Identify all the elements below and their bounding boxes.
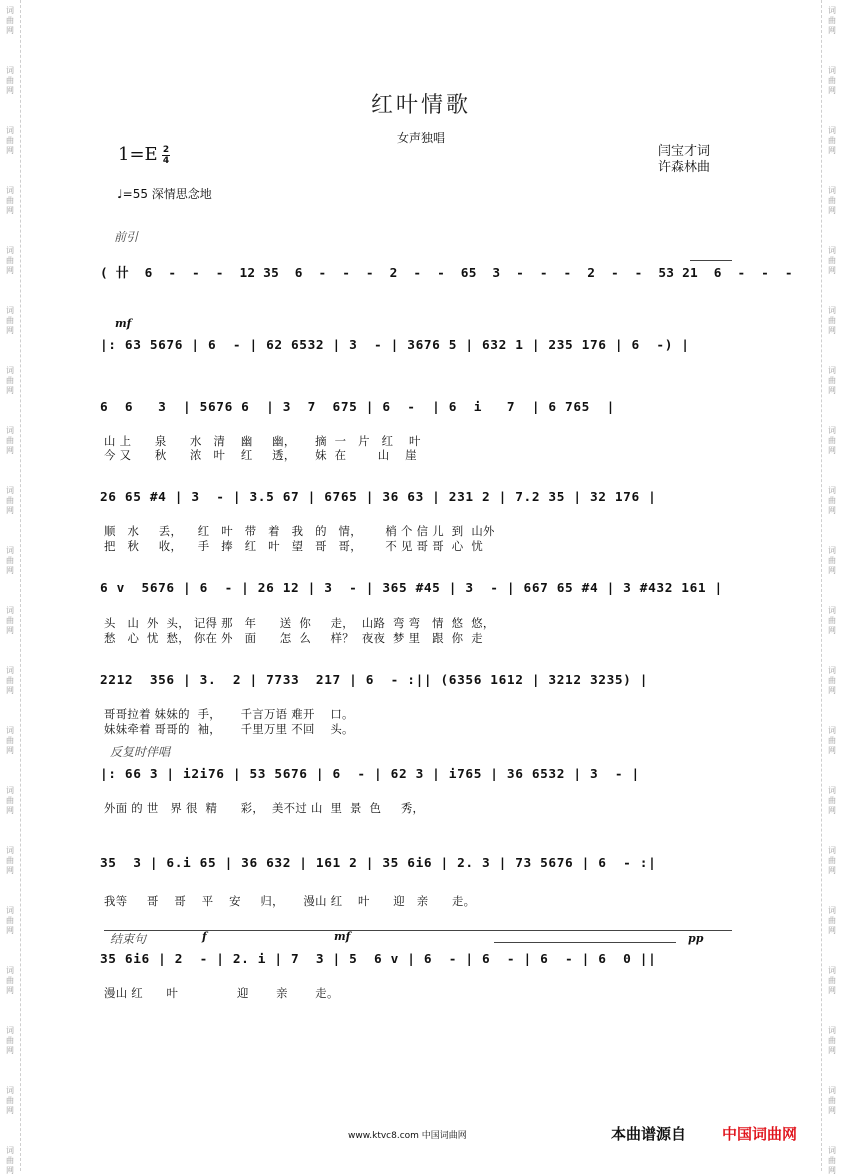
watermark-char: 曲 — [6, 556, 14, 565]
ending-label: 结束句 — [110, 932, 147, 946]
score-line-chorus-2: 35 3 | 6.i 65 | 36 632 | 161 2 | 35 6i6 | 2. 3 | 73 5676 | 6 - :| — [100, 856, 657, 871]
watermark-mark — [1, 906, 19, 936]
watermark-divider-left — [20, 0, 21, 1171]
watermark-char: 词 — [6, 666, 14, 675]
score-line-verse-2: 26 65 #4 | 3 - | 3.5 67 | 6765 | 36 63 | 231 2 | 7.2 35 | 32 176 | — [100, 490, 657, 505]
watermark-char: 网 — [6, 86, 14, 95]
score-line-intro: ( 卄 6 - - - 12 35 6 - - - 2 - - 65 3 - - - 2 - - 53 21 6 - - - — [100, 266, 793, 281]
time-signature — [162, 145, 170, 166]
footer-brand: 中国词曲网 — [722, 1125, 798, 1143]
dynamic-pp: pp — [688, 932, 704, 945]
dynamic-mf-prelude: mf — [115, 317, 132, 330]
watermark-char: 曲 — [828, 1096, 836, 1105]
watermark-char: 词 — [6, 906, 14, 915]
watermark-char: 网 — [6, 206, 14, 215]
watermark-char: 词 — [6, 186, 14, 195]
composer-credit: 许森林曲 — [658, 160, 711, 175]
meter-bottom: 4 — [162, 156, 170, 166]
watermark-char: 词 — [828, 906, 836, 915]
watermark-char: 网 — [6, 446, 14, 455]
lyric-verse-3a: 头 山 外 头， 记得 那 年 送 你 走， 山路 弯 弯 情 悠 悠， — [104, 616, 495, 630]
watermark-mark — [823, 846, 841, 876]
watermark-char: 曲 — [828, 736, 836, 745]
watermark-char: 词 — [6, 786, 14, 795]
watermark-char: 词 — [6, 306, 14, 315]
watermark-char: 曲 — [6, 1036, 14, 1045]
watermark-char: 曲 — [828, 136, 836, 145]
watermark-char: 词 — [6, 1146, 14, 1155]
watermark-char: 曲 — [828, 16, 836, 25]
lyric-ending: 漫山 红 叶 迎 亲 走。 — [104, 986, 339, 1000]
watermark-mark — [823, 486, 841, 516]
watermark-char: 网 — [828, 86, 836, 95]
watermark-char: 网 — [6, 1106, 14, 1115]
watermark-char: 曲 — [6, 736, 14, 745]
score-line-verse-1: 6 6 3 | 5676 6 | 3 7 675 | 6 - | 6 i 7 | 6 765 | — [100, 400, 615, 415]
watermark-char: 网 — [828, 266, 836, 275]
watermark-mark — [1, 486, 19, 516]
watermark-mark — [1, 246, 19, 276]
watermark-char: 词 — [828, 846, 836, 855]
watermark-char: 词 — [828, 726, 836, 735]
watermark-char: 词 — [6, 426, 14, 435]
watermark-char: 词 — [6, 726, 14, 735]
lyric-chorus-2: 我等 哥 哥 平 安 归， 漫山 红 叶 迎 亲 走。 — [104, 894, 476, 908]
watermark-char: 词 — [6, 6, 14, 15]
watermark-char: 词 — [828, 246, 836, 255]
watermark-char: 曲 — [828, 556, 836, 565]
watermark-char: 词 — [828, 1026, 836, 1035]
watermark-char: 曲 — [828, 436, 836, 445]
intro-label: 前引 — [114, 230, 139, 244]
lyric-chorus-1: 外面 的 世 界 很 精 彩， 美不过 山 里 景 色 秀， — [104, 801, 425, 815]
watermark-char: 词 — [6, 606, 14, 615]
lyric-verse-2a: 顺 水 丢， 红 叶 带 着 我 的 情， 梢 个 信 儿 到 山外 — [104, 524, 495, 538]
ending-bracket — [104, 930, 732, 931]
watermark-char: 网 — [6, 866, 14, 875]
ending-hairpin — [494, 942, 676, 943]
watermark-char: 曲 — [6, 316, 14, 325]
watermark-mark — [1, 786, 19, 816]
watermark-mark — [823, 306, 841, 336]
watermark-char: 网 — [828, 566, 836, 575]
watermark-char: 曲 — [828, 1156, 836, 1165]
watermark-char: 词 — [6, 366, 14, 375]
watermark-char: 曲 — [6, 136, 14, 145]
watermark-char: 词 — [828, 1086, 836, 1095]
watermark-char: 曲 — [6, 376, 14, 385]
watermark-char: 网 — [828, 746, 836, 755]
watermark-char: 网 — [6, 806, 14, 815]
watermark-mark — [1, 426, 19, 456]
watermark-char: 曲 — [828, 796, 836, 805]
watermark-char: 曲 — [6, 856, 14, 865]
watermark-char: 网 — [828, 1046, 836, 1055]
watermark-char: 网 — [828, 26, 836, 35]
watermark-char: 曲 — [828, 76, 836, 85]
chorus-label: 反复时伴唱 — [110, 745, 171, 759]
lyricist-credit: 闫宝才词 — [658, 144, 711, 159]
watermark-char: 词 — [6, 1026, 14, 1035]
footer-source-label: 本曲谱源自 — [611, 1125, 687, 1143]
watermark-char: 网 — [6, 686, 14, 695]
watermark-char: 曲 — [828, 196, 836, 205]
lyric-verse-4a: 哥哥拉着 妹妹的 手， 千言万语 难开 口。 — [104, 707, 354, 721]
watermark-char: 网 — [828, 626, 836, 635]
watermark-char: 网 — [6, 326, 14, 335]
watermark-char: 网 — [828, 1166, 836, 1175]
watermark-char: 词 — [828, 306, 836, 315]
score-line-prelude: |: 63 5676 | 6 - | 62 6532 | 3 - | 3676 5 | 632 1 | 235 176 | 6 -) | — [100, 338, 690, 353]
watermark-char: 词 — [6, 66, 14, 75]
watermark-mark — [823, 6, 841, 36]
watermark-char: 曲 — [6, 1156, 14, 1165]
watermark-mark — [1, 366, 19, 396]
watermark-char: 曲 — [6, 196, 14, 205]
watermark-mark — [823, 546, 841, 576]
watermark-mark — [823, 1026, 841, 1056]
watermark-char: 词 — [6, 126, 14, 135]
watermark-char: 曲 — [6, 436, 14, 445]
watermark-strip-left — [1, 0, 19, 1175]
song-subtitle: 女声独唱 — [396, 131, 445, 145]
watermark-char: 曲 — [828, 916, 836, 925]
watermark-char: 网 — [6, 626, 14, 635]
lyric-verse-1b: 今 又 秋 浓 叶 红 透， 妹 在 山 崖 — [104, 448, 417, 462]
watermark-char: 网 — [828, 146, 836, 155]
watermark-char: 词 — [828, 366, 836, 375]
watermark-mark — [823, 666, 841, 696]
watermark-char: 曲 — [828, 616, 836, 625]
watermark-char: 网 — [828, 926, 836, 935]
watermark-mark — [1, 186, 19, 216]
watermark-char: 词 — [828, 546, 836, 555]
score-line-chorus-1: |: 66 3 | i2i76 | 53 5676 | 6 - | 62 3 | i765 | 36 6532 | 3 - | — [100, 767, 640, 782]
watermark-char: 词 — [828, 486, 836, 495]
dynamic-mf-ending: mf — [334, 930, 351, 943]
score-line-verse-3: 6 v 5676 | 6 - | 26 12 | 3 - | 365 #45 | 3 - | 667 65 #4 | 3 #432 161 | — [100, 581, 723, 596]
watermark-char: 词 — [828, 1146, 836, 1155]
watermark-char: 曲 — [828, 496, 836, 505]
watermark-divider-right — [821, 0, 822, 1171]
lyric-verse-4b: 妹妹牵着 哥哥的 袖， 千里万里 不回 头。 — [104, 722, 354, 736]
watermark-mark — [1, 966, 19, 996]
watermark-mark — [1, 6, 19, 36]
key-signature: 1=E — [118, 144, 158, 165]
watermark-char: 词 — [6, 246, 14, 255]
lyric-verse-2b: 把 秋 收， 手 捧 红 叶 望 哥 哥， 不 见 哥 哥 心 忧 — [104, 539, 484, 553]
watermark-char: 曲 — [6, 1096, 14, 1105]
watermark-char: 曲 — [828, 376, 836, 385]
watermark-mark — [1, 606, 19, 636]
watermark-char: 曲 — [6, 616, 14, 625]
watermark-char: 网 — [6, 746, 14, 755]
watermark-char: 网 — [828, 446, 836, 455]
score-line-ending: 35 6i6 | 2 - | 2. i | 7 3 | 5 6 v | 6 - | 6 - | 6 - | 6 0 || — [100, 952, 657, 967]
watermark-mark — [823, 186, 841, 216]
watermark-char: 词 — [6, 1086, 14, 1095]
watermark-char: 网 — [6, 266, 14, 275]
watermark-char: 词 — [828, 966, 836, 975]
watermark-char: 网 — [6, 986, 14, 995]
watermark-char: 网 — [6, 146, 14, 155]
watermark-mark — [1, 666, 19, 696]
watermark-char: 曲 — [6, 976, 14, 985]
watermark-char: 曲 — [828, 256, 836, 265]
watermark-char: 网 — [828, 686, 836, 695]
watermark-char: 网 — [6, 566, 14, 575]
watermark-mark — [823, 966, 841, 996]
watermark-char: 网 — [828, 806, 836, 815]
watermark-mark — [823, 1146, 841, 1176]
watermark-char: 曲 — [6, 16, 14, 25]
watermark-mark — [823, 426, 841, 456]
intro-hairpin — [690, 260, 732, 261]
watermark-char: 曲 — [828, 856, 836, 865]
watermark-char: 词 — [828, 666, 836, 675]
watermark-strip-right — [823, 0, 841, 1175]
watermark-char: 曲 — [828, 1036, 836, 1045]
lyric-verse-3b: 愁 心 忧 愁， 你在 外 面 怎 么 样？ 夜夜 梦 里 跟 你 走 — [104, 631, 483, 645]
watermark-char: 网 — [828, 506, 836, 515]
watermark-char: 网 — [6, 926, 14, 935]
watermark-char: 词 — [6, 966, 14, 975]
lyric-verse-1a: 山 上 泉 水 清 幽 幽， 摘 一 片 红 叶 — [104, 434, 421, 448]
watermark-char: 曲 — [6, 676, 14, 685]
watermark-char: 网 — [6, 1166, 14, 1175]
tempo-marking: ♩=55 深情思念地 — [117, 187, 212, 201]
watermark-char: 网 — [828, 866, 836, 875]
watermark-char: 曲 — [6, 496, 14, 505]
watermark-mark — [1, 546, 19, 576]
watermark-mark — [1, 726, 19, 756]
watermark-mark — [1, 1146, 19, 1176]
watermark-char: 曲 — [6, 916, 14, 925]
watermark-char: 曲 — [828, 676, 836, 685]
watermark-char: 网 — [828, 326, 836, 335]
watermark-mark — [823, 366, 841, 396]
watermark-char: 曲 — [6, 256, 14, 265]
watermark-mark — [823, 786, 841, 816]
watermark-char: 网 — [828, 986, 836, 995]
watermark-mark — [1, 846, 19, 876]
watermark-char: 曲 — [6, 796, 14, 805]
watermark-mark — [823, 906, 841, 936]
watermark-mark — [823, 1086, 841, 1116]
watermark-char: 网 — [828, 206, 836, 215]
watermark-char: 网 — [828, 386, 836, 395]
watermark-char: 词 — [828, 786, 836, 795]
watermark-char: 词 — [828, 606, 836, 615]
watermark-char: 网 — [828, 1106, 836, 1115]
watermark-char: 网 — [6, 386, 14, 395]
song-title: 红叶情歌 — [370, 93, 471, 118]
watermark-mark — [823, 246, 841, 276]
watermark-char: 词 — [828, 66, 836, 75]
watermark-mark — [823, 606, 841, 636]
watermark-char: 词 — [828, 126, 836, 135]
watermark-char: 曲 — [828, 976, 836, 985]
watermark-char: 网 — [6, 506, 14, 515]
watermark-mark — [1, 1026, 19, 1056]
watermark-char: 词 — [828, 426, 836, 435]
watermark-char: 词 — [828, 6, 836, 15]
footer-url: www.ktvc8.com 中国词曲网 — [348, 1131, 467, 1141]
watermark-mark — [823, 726, 841, 756]
watermark-mark — [1, 1086, 19, 1116]
watermark-char: 词 — [6, 486, 14, 495]
score-line-verse-4: 2212 356 | 3. 2 | 7733 217 | 6 - :|| (6356 1612 | 3212 3235) | — [100, 673, 649, 688]
meter-top: 2 — [162, 145, 170, 155]
dynamic-f: f — [202, 930, 207, 943]
watermark-char: 词 — [828, 186, 836, 195]
watermark-char: 网 — [6, 26, 14, 35]
watermark-char: 曲 — [6, 76, 14, 85]
watermark-char: 词 — [6, 546, 14, 555]
watermark-char: 曲 — [828, 316, 836, 325]
watermark-char: 网 — [6, 1046, 14, 1055]
watermark-mark — [1, 306, 19, 336]
watermark-char: 词 — [6, 846, 14, 855]
